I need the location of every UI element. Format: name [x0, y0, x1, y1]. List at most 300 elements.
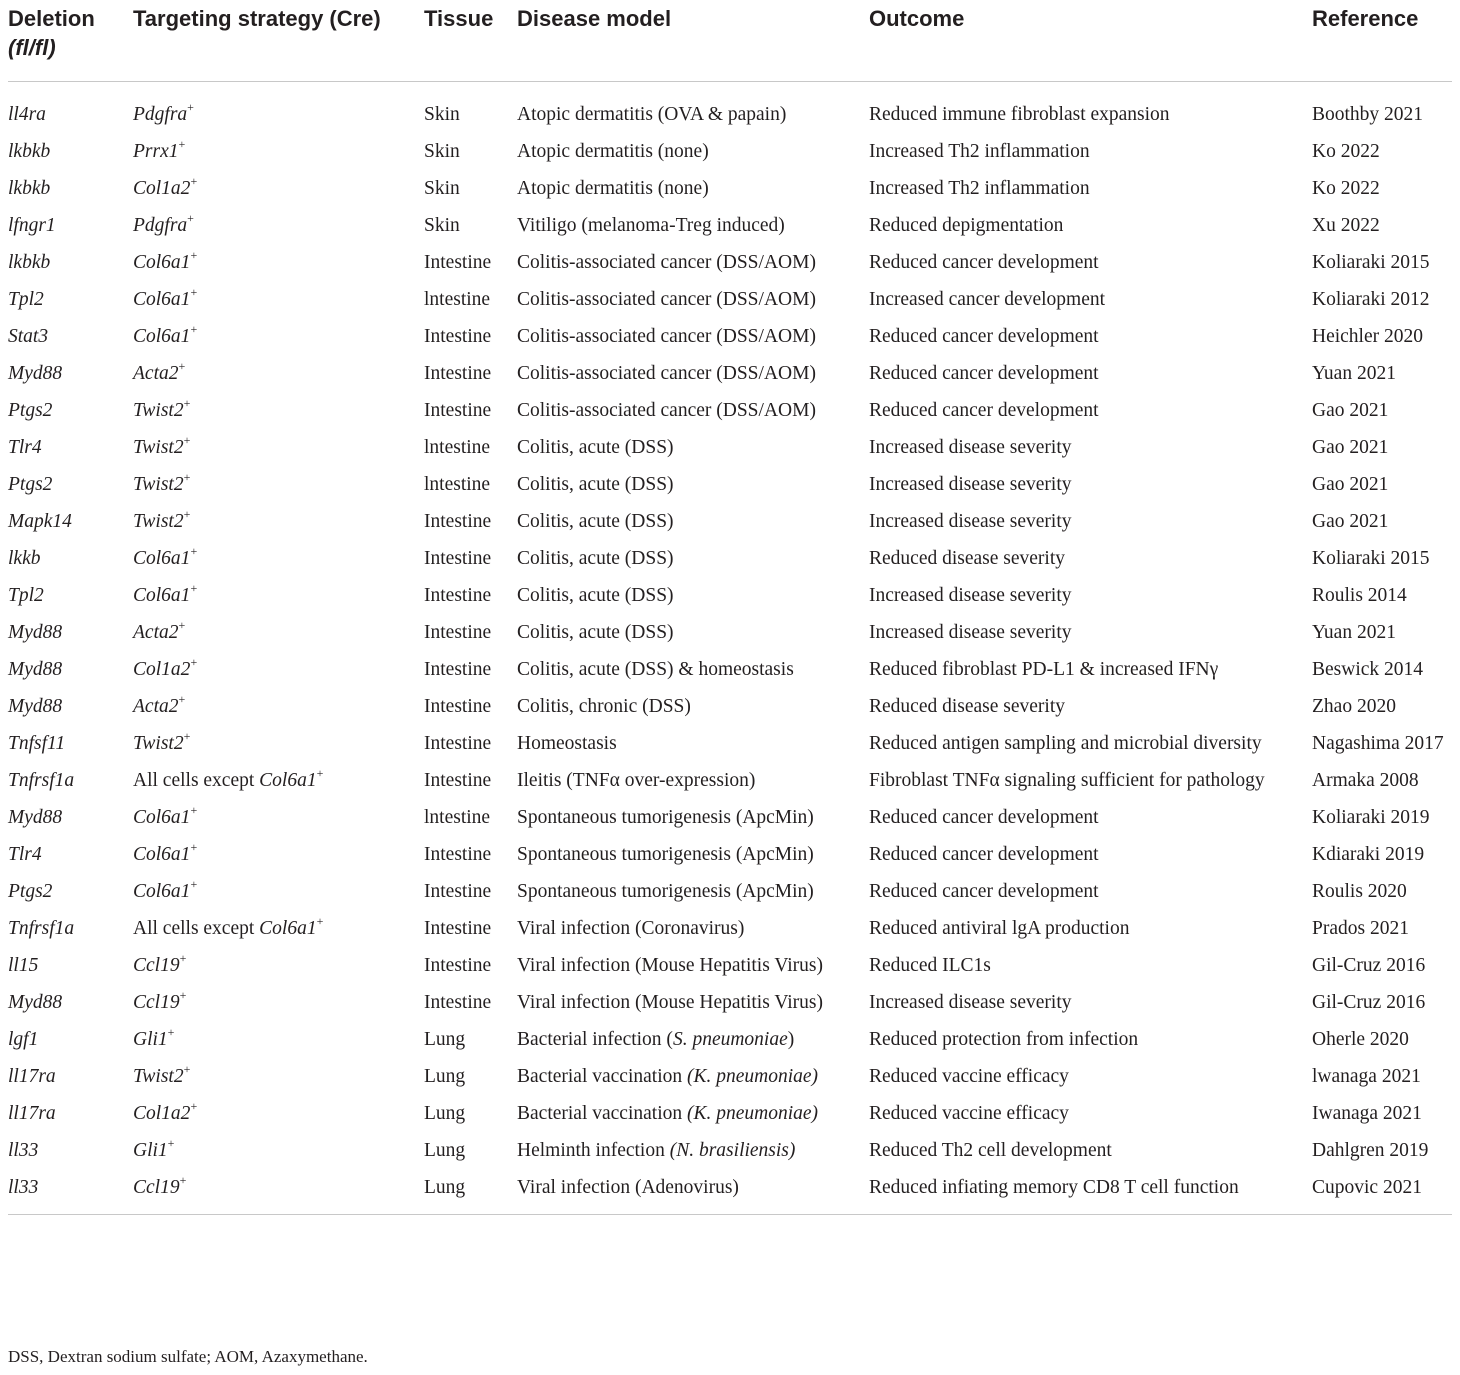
disease-cell	[517, 133, 869, 170]
gene-cell: Ptgs2	[8, 400, 53, 421]
disease-cell	[517, 207, 869, 244]
outcome-cell: Reduced cancer development	[869, 881, 1099, 902]
cre-sup: +	[190, 876, 198, 891]
tissue-cell: lntestine	[424, 807, 491, 828]
cre-sup: +	[167, 1135, 175, 1150]
targeting-cell	[133, 1132, 424, 1169]
reference-cell: Koliaraki 2019	[1312, 807, 1430, 828]
table-row	[8, 1058, 1452, 1095]
disease-text: Atopic dermatitis (OVA & papain)	[517, 104, 787, 125]
disease-text: Colitis, acute (DSS)	[517, 548, 674, 569]
disease-cell	[517, 1169, 869, 1215]
cre-sup: +	[190, 839, 198, 854]
cre-sup: +	[316, 765, 324, 780]
table-row	[8, 984, 1452, 1021]
outcome-cell: Increased cancer development	[869, 289, 1106, 310]
table-row	[8, 429, 1452, 466]
disease-cell	[517, 947, 869, 984]
cre-driver: Col6a1	[133, 807, 191, 828]
cre-driver: Twist2	[133, 1066, 184, 1087]
gene-cell: Myd88	[8, 696, 63, 717]
reference-cell: Gil-Cruz 2016	[1312, 955, 1426, 976]
gene-cell: Myd88	[8, 659, 63, 680]
disease-text: Colitis-associated cancer (DSS/AOM)	[517, 400, 816, 421]
gene-cell: lkkb	[8, 548, 41, 569]
cre-sup: +	[178, 691, 186, 706]
fibroblast-deletion-table	[8, 0, 1452, 1215]
cre-sup: +	[190, 321, 198, 336]
disease-cell	[517, 1095, 869, 1132]
cre-sup: +	[183, 506, 191, 521]
cre-driver: Col6a1	[259, 770, 317, 791]
outcome-cell: Reduced cancer development	[869, 363, 1099, 384]
table-row	[8, 910, 1452, 947]
cre-sup: +	[179, 987, 187, 1002]
disease-text: Atopic dermatitis (none)	[517, 141, 709, 162]
tissue-cell: Lung	[424, 1169, 517, 1215]
cre-sup: +	[190, 284, 198, 299]
cre-sup: +	[190, 1098, 198, 1113]
outcome-cell: Reduced cancer development	[869, 400, 1099, 421]
tissue-cell: Skin	[424, 104, 460, 125]
reference-cell: Heichler 2020	[1312, 326, 1424, 347]
table-row	[8, 466, 1452, 503]
tissue-cell: Intestine	[424, 733, 492, 754]
disease-text: Colitis-associated cancer (DSS/AOM)	[517, 252, 816, 273]
cre-driver: Col6a1	[133, 252, 191, 273]
cre-driver: Twist2	[133, 511, 184, 532]
cre-driver: Col6a1	[133, 326, 191, 347]
cre-sup: +	[167, 1024, 175, 1039]
disease-cell	[517, 577, 869, 614]
tissue-cell: Intestine	[424, 511, 492, 532]
reference-cell: Gil-Cruz 2016	[1312, 992, 1426, 1013]
reference-cell: Prados 2021	[1312, 918, 1409, 939]
header-targeting: Targeting strategy (Cre)	[133, 0, 424, 82]
disease-cell	[517, 1058, 869, 1095]
targeting-cell	[133, 318, 424, 355]
targeting-prefix: All cells except	[133, 770, 260, 791]
disease-cell	[517, 614, 869, 651]
tissue-cell: lntestine	[424, 289, 491, 310]
table-row	[8, 1132, 1452, 1169]
targeting-cell	[133, 244, 424, 281]
reference-cell: Yuan 2021	[1312, 622, 1396, 643]
targeting-cell	[133, 725, 424, 762]
cre-driver: Ccl19	[133, 955, 180, 976]
outcome-cell: Reduced cancer development	[869, 252, 1099, 273]
tissue-cell: Lung	[424, 1029, 466, 1050]
tissue-cell: Skin	[424, 178, 460, 199]
targeting-cell	[133, 540, 424, 577]
outcome-cell: Reduced immune fibroblast expansion	[869, 104, 1170, 125]
targeting-cell	[133, 910, 424, 947]
targeting-cell	[133, 836, 424, 873]
cre-sup: +	[178, 358, 186, 373]
tissue-cell: Lung	[424, 1140, 466, 1161]
cre-driver: Twist2	[133, 400, 184, 421]
cre-sup: +	[190, 654, 198, 669]
gene-cell: Tlr4	[8, 844, 42, 865]
cre-sup: +	[190, 543, 198, 558]
gene-cell: lkbkb	[8, 252, 51, 273]
cre-driver: Col6a1	[133, 881, 191, 902]
header-deletion: Deletion (fl/fl)	[8, 0, 133, 82]
targeting-cell	[133, 984, 424, 1021]
targeting-cell	[133, 577, 424, 614]
disease-text: Spontaneous tumorigenesis (ApcMin)	[517, 807, 814, 828]
tissue-cell: Intestine	[424, 622, 492, 643]
disease-cell	[517, 984, 869, 1021]
table-row	[8, 577, 1452, 614]
reference-cell: Xu 2022	[1312, 215, 1380, 236]
disease-cell	[517, 1132, 869, 1169]
disease-suffix: )	[787, 1029, 795, 1050]
reference-cell: Gao 2021	[1312, 437, 1389, 458]
reference-cell: Koliaraki 2012	[1312, 289, 1430, 310]
outcome-cell: Reduced cancer development	[869, 844, 1099, 865]
disease-cell	[517, 799, 869, 836]
disease-cell	[517, 651, 869, 688]
targeting-cell	[133, 355, 424, 392]
table-row	[8, 947, 1452, 984]
disease-text: Viral infection (Adenovirus)	[517, 1177, 739, 1198]
targeting-cell	[133, 651, 424, 688]
gene-cell: Tnfsf11	[8, 733, 66, 754]
cre-sup: +	[190, 173, 198, 188]
targeting-cell	[133, 392, 424, 429]
disease-text: Colitis, acute (DSS)	[517, 474, 674, 495]
outcome-cell: Reduced antigen sampling and microbial diversity	[869, 733, 1262, 754]
cre-sup: +	[316, 913, 324, 928]
table-row	[8, 355, 1452, 392]
outcome-cell: Reduced fibroblast PD-L1 & increased IFNγ	[869, 659, 1219, 680]
disease-text: Bacterial infection (	[517, 1029, 673, 1050]
reference-cell: Gao 2021	[1312, 474, 1389, 495]
cre-sup: +	[183, 432, 191, 447]
targeting-cell	[133, 947, 424, 984]
disease-text: Viral infection (Mouse Hepatitis Virus)	[517, 955, 823, 976]
tissue-cell: Intestine	[424, 252, 492, 273]
table-row	[8, 799, 1452, 836]
disease-text: Helminth infection	[517, 1140, 670, 1161]
table-row	[8, 762, 1452, 799]
header-tissue: Tissue	[424, 0, 517, 82]
tissue-cell: Intestine	[424, 400, 492, 421]
disease-organism: (K. pneumoniae)	[687, 1066, 819, 1087]
reference-cell: Gao 2021	[1312, 511, 1389, 532]
cre-driver: Twist2	[133, 437, 184, 458]
disease-cell	[517, 836, 869, 873]
tissue-cell: Intestine	[424, 548, 492, 569]
disease-text: Colitis, acute (DSS)	[517, 437, 674, 458]
cre-driver: Col6a1	[133, 548, 191, 569]
reference-cell: Koliaraki 2015	[1312, 548, 1430, 569]
table-row	[8, 1095, 1452, 1132]
tissue-cell: Intestine	[424, 918, 492, 939]
cre-driver: Gli1	[133, 1140, 168, 1161]
cre-driver: Ccl19	[133, 992, 180, 1013]
reference-cell: Armaka 2008	[1312, 770, 1419, 791]
disease-text: Colitis, acute (DSS)	[517, 511, 674, 532]
gene-cell: Tpl2	[8, 585, 44, 606]
cre-driver: Acta2	[133, 622, 179, 643]
disease-text: Colitis, acute (DSS)	[517, 585, 674, 606]
table-row	[8, 836, 1452, 873]
reference-cell: Ko 2022	[1312, 141, 1380, 162]
tissue-cell: Skin	[424, 215, 460, 236]
cre-driver: Col1a2	[133, 1103, 191, 1124]
table-row	[8, 725, 1452, 762]
targeting-cell	[133, 429, 424, 466]
cre-driver: Ccl19	[133, 1177, 180, 1198]
outcome-cell: Increased disease severity	[869, 437, 1072, 458]
table-row	[8, 688, 1452, 725]
disease-cell	[517, 762, 869, 799]
reference-cell: Cupovic 2021	[1312, 1169, 1452, 1215]
targeting-cell	[133, 762, 424, 799]
outcome-cell: Reduced infiating memory CD8 T cell function	[869, 1169, 1312, 1215]
cre-sup: +	[179, 950, 187, 965]
gene-cell: lkbkb	[8, 141, 51, 162]
reference-cell: Roulis 2014	[1312, 585, 1407, 606]
cre-driver: Acta2	[133, 696, 179, 717]
table-row	[8, 614, 1452, 651]
cre-sup: +	[190, 802, 198, 817]
reference-cell: Zhao 2020	[1312, 696, 1396, 717]
tissue-cell: Lung	[424, 1103, 466, 1124]
disease-text: Atopic dermatitis (none)	[517, 178, 709, 199]
targeting-cell	[133, 688, 424, 725]
gene-cell: Myd88	[8, 363, 63, 384]
gene-cell: ll33	[8, 1169, 133, 1215]
outcome-cell: Reduced cancer development	[869, 326, 1099, 347]
table-row	[8, 540, 1452, 577]
reference-cell: lwanaga 2021	[1312, 1066, 1421, 1087]
tissue-cell: Intestine	[424, 955, 492, 976]
cre-driver: Twist2	[133, 733, 184, 754]
disease-text: Colitis, acute (DSS)	[517, 622, 674, 643]
table-row	[8, 207, 1452, 244]
disease-text: Ileitis (TNFα over-expression)	[517, 770, 756, 791]
tissue-cell: Intestine	[424, 770, 492, 791]
disease-cell	[517, 1021, 869, 1058]
disease-organism: S. pneumoniae	[672, 1029, 788, 1050]
gene-cell: Tpl2	[8, 289, 44, 310]
gene-cell: Tnfrsf1a	[8, 918, 75, 939]
outcome-cell: Increased disease severity	[869, 992, 1072, 1013]
disease-cell	[517, 170, 869, 207]
disease-cell	[517, 82, 869, 134]
outcome-cell: Increased disease severity	[869, 622, 1072, 643]
disease-text: Colitis, chronic (DSS)	[517, 696, 691, 717]
disease-cell	[517, 540, 869, 577]
disease-text: Bacterial vaccination	[517, 1103, 687, 1124]
gene-cell: Ptgs2	[8, 881, 53, 902]
cre-sup: +	[183, 395, 191, 410]
tissue-cell: Skin	[424, 141, 460, 162]
table-row	[8, 133, 1452, 170]
gene-cell: ll33	[8, 1140, 39, 1161]
disease-text: Colitis-associated cancer (DSS/AOM)	[517, 363, 816, 384]
reference-cell: Beswick 2014	[1312, 659, 1424, 680]
reference-cell: Roulis 2020	[1312, 881, 1407, 902]
disease-text: Viral infection (Coronavirus)	[517, 918, 745, 939]
targeting-cell	[133, 873, 424, 910]
cre-sup: +	[183, 469, 191, 484]
disease-text: Vitiligo (melanoma-Treg induced)	[517, 215, 785, 236]
disease-cell	[517, 873, 869, 910]
cre-driver: Gli1	[133, 1029, 168, 1050]
cre-driver: Prrx1	[133, 141, 179, 162]
cre-sup: +	[187, 99, 194, 114]
outcome-cell: Increased Th2 inflammation	[869, 178, 1090, 199]
gene-cell: Tnfrsf1a	[8, 770, 75, 791]
table-row	[8, 503, 1452, 540]
outcome-cell: Reduced disease severity	[869, 696, 1066, 717]
outcome-cell: Reduced Th2 cell development	[869, 1140, 1112, 1161]
disease-cell	[517, 466, 869, 503]
outcome-cell: Increased disease severity	[869, 474, 1072, 495]
cre-driver: Twist2	[133, 474, 184, 495]
tissue-cell: Intestine	[424, 696, 492, 717]
targeting-cell	[133, 614, 424, 651]
targeting-cell	[133, 799, 424, 836]
targeting-cell	[133, 170, 424, 207]
outcome-cell: Reduced depigmentation	[869, 215, 1064, 236]
cre-sup: +	[187, 210, 194, 225]
reference-cell: Yuan 2021	[1312, 363, 1396, 384]
table-row	[8, 1021, 1452, 1058]
tissue-cell: Lung	[424, 1066, 466, 1087]
targeting-cell	[133, 466, 424, 503]
table-row	[8, 392, 1452, 429]
header-outcome: Outcome	[869, 0, 1312, 82]
targeting-cell	[133, 133, 424, 170]
disease-text: Viral infection (Mouse Hepatitis Virus)	[517, 992, 823, 1013]
disease-cell	[517, 355, 869, 392]
table-row	[8, 281, 1452, 318]
disease-cell	[517, 392, 869, 429]
gene-cell: ll17ra	[8, 1066, 56, 1087]
targeting-cell	[133, 82, 424, 134]
disease-text: Homeostasis	[517, 733, 617, 754]
reference-cell: Kdiaraki 2019	[1312, 844, 1425, 865]
outcome-cell: Reduced vaccine efficacy	[869, 1066, 1069, 1087]
reference-cell: Iwanaga 2021	[1312, 1103, 1422, 1124]
disease-cell	[517, 725, 869, 762]
disease-cell	[517, 318, 869, 355]
outcome-cell: Reduced antiviral lgA production	[869, 918, 1130, 939]
tissue-cell: Intestine	[424, 585, 492, 606]
outcome-cell: Reduced cancer development	[869, 807, 1099, 828]
table-row	[8, 318, 1452, 355]
table-row	[8, 1169, 1452, 1215]
targeting-cell	[133, 1169, 424, 1215]
gene-cell: ll15	[8, 955, 39, 976]
cre-sup: +	[183, 728, 191, 743]
targeting-cell	[133, 281, 424, 318]
disease-text: Bacterial vaccination	[517, 1066, 687, 1087]
disease-text: Colitis-associated cancer (DSS/AOM)	[517, 326, 816, 347]
tissue-cell: Intestine	[424, 992, 492, 1013]
gene-cell: lgf1	[8, 1029, 39, 1050]
disease-organism: (N. brasiliensis)	[669, 1140, 796, 1161]
table-header-row	[8, 0, 1452, 82]
cre-driver: Col6a1	[133, 289, 191, 310]
cre-sup: +	[190, 247, 198, 262]
tissue-cell: Intestine	[424, 326, 492, 347]
table-row	[8, 873, 1452, 910]
gene-cell: Myd88	[8, 807, 63, 828]
table-row	[8, 651, 1452, 688]
reference-cell: Dahlgren 2019	[1312, 1140, 1429, 1161]
gene-cell: lkbkb	[8, 178, 51, 199]
gene-cell: Ptgs2	[8, 474, 53, 495]
cre-driver: Col6a1	[133, 585, 191, 606]
targeting-cell	[133, 1095, 424, 1132]
outcome-cell: Increased Th2 inflammation	[869, 141, 1090, 162]
targeting-cell	[133, 503, 424, 540]
targeting-cell	[133, 207, 424, 244]
outcome-cell: Increased disease severity	[869, 511, 1072, 532]
disease-cell	[517, 910, 869, 947]
targeting-cell	[133, 1058, 424, 1095]
gene-cell: Mapk14	[8, 511, 72, 532]
reference-cell: Koliaraki 2015	[1312, 252, 1430, 273]
tissue-cell: lntestine	[424, 437, 491, 458]
tissue-cell: Intestine	[424, 363, 492, 384]
gene-cell: lfngr1	[8, 215, 56, 236]
table-row	[8, 82, 1452, 134]
tissue-cell: Intestine	[424, 881, 492, 902]
gene-cell: Myd88	[8, 992, 63, 1013]
reference-cell: Nagashima 2017	[1312, 733, 1444, 754]
disease-cell	[517, 503, 869, 540]
cre-driver: Col1a2	[133, 659, 191, 680]
tissue-cell: Intestine	[424, 844, 492, 865]
table-footnote: DSS, Dextran sodium sulfate; AOM, Azaxymethane.	[8, 1347, 368, 1366]
gene-cell: ll4ra	[8, 104, 46, 125]
cre-sup: +	[178, 617, 186, 632]
cre-driver: Pdgfra	[133, 215, 188, 236]
table-row	[8, 170, 1452, 207]
outcome-cell: Reduced disease severity	[869, 548, 1066, 569]
gene-cell: Tlr4	[8, 437, 42, 458]
reference-cell: Boothby 2021	[1312, 104, 1424, 125]
cre-driver: Col6a1	[259, 918, 317, 939]
targeting-cell	[133, 1021, 424, 1058]
header-disease: Disease model	[517, 0, 869, 82]
targeting-prefix: All cells except	[133, 918, 260, 939]
gene-cell: Stat3	[8, 326, 49, 347]
disease-text: Colitis, acute (DSS) & homeostasis	[517, 659, 794, 680]
disease-text: Colitis-associated cancer (DSS/AOM)	[517, 289, 816, 310]
disease-cell	[517, 244, 869, 281]
disease-organism: (K. pneumoniae)	[687, 1103, 819, 1124]
reference-cell: Oherle 2020	[1312, 1029, 1409, 1050]
cre-sup: +	[190, 580, 198, 595]
cre-driver: Col6a1	[133, 844, 191, 865]
disease-cell	[517, 429, 869, 466]
cre-sup: +	[179, 1172, 187, 1187]
outcome-cell: Reduced protection from infection	[869, 1029, 1139, 1050]
cre-sup: +	[178, 136, 186, 151]
tissue-cell: Intestine	[424, 659, 492, 680]
table-row	[8, 244, 1452, 281]
cre-driver: Pdgfra	[133, 104, 188, 125]
cre-driver: Col1a2	[133, 178, 191, 199]
